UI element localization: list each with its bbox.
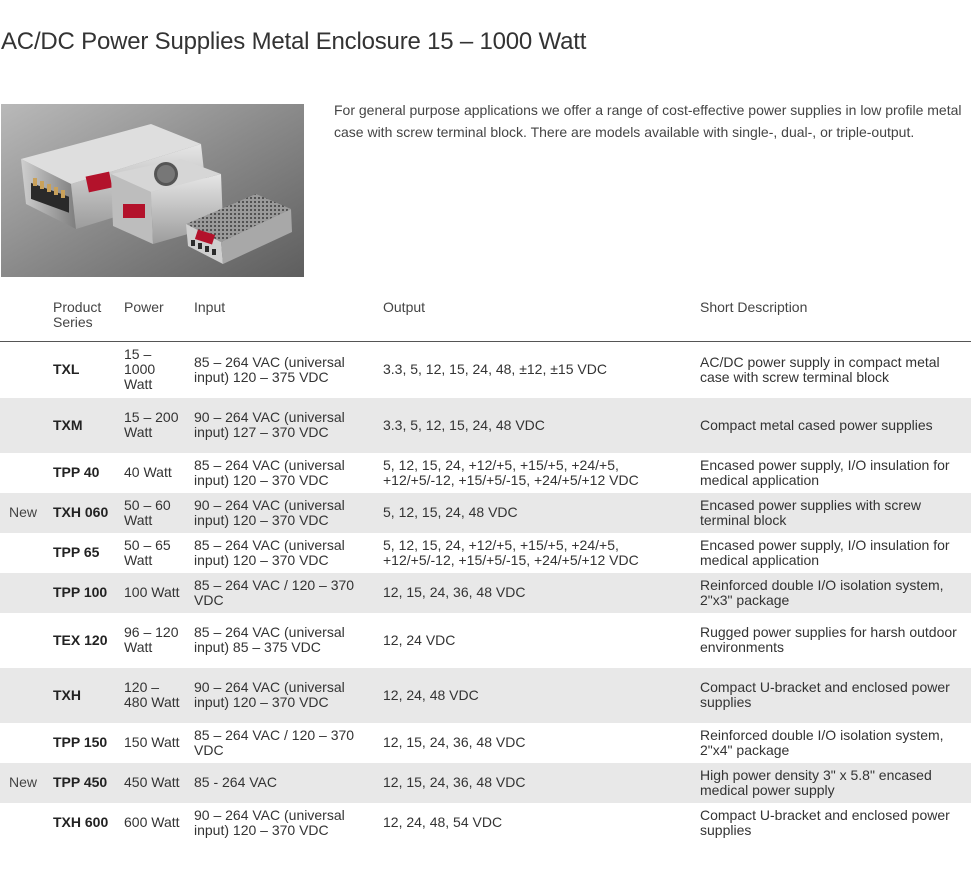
header-flag: [0, 292, 47, 342]
input-cell: 85 – 264 VAC / 120 – 370 VDC: [194, 726, 355, 758]
new-flag: New: [0, 763, 47, 803]
output-cell: 12, 24, 48, 54 VDC: [383, 814, 503, 830]
input-cell: 85 – 264 VAC (universal input) 120 – 375 VDC: [194, 353, 345, 385]
input-cell: 90 – 264 VAC (universal input) 120 – 370 VDC: [188, 493, 377, 533]
power-cell: 40 Watt: [124, 464, 172, 480]
output-cell: 12, 15, 24, 36, 48 VDC: [383, 734, 526, 750]
header-output: Output: [377, 292, 694, 342]
new-flag: New: [0, 493, 47, 533]
power-cell: 120 – 480 Watt: [118, 668, 188, 723]
new-flag: [0, 723, 47, 763]
input-cell: 85 – 264 VAC (universal input) 120 – 370 VDC: [194, 456, 345, 488]
table-row: [0, 342, 971, 398]
table-row: [0, 453, 971, 493]
series-cell: TXH: [47, 668, 118, 723]
product-table: [0, 292, 971, 843]
output-cell: 12, 15, 24, 36, 48 VDC: [377, 763, 694, 803]
description-cell: High power density 3" x 5.8" encased medical power supply: [694, 763, 971, 803]
input-cell: 85 – 264 VAC / 120 – 370 VDC: [188, 573, 377, 613]
header-series: Product Series: [47, 292, 118, 342]
table-header-row: [0, 292, 971, 342]
series-cell: TPP 100: [47, 573, 118, 613]
table-row: [0, 493, 971, 533]
intro-text: For general purpose applications we offer a range of cost-effective power supplies in low profile metal case with screw terminal block. There are models available with single-, dual-, or triple-output.: [334, 102, 962, 140]
new-flag: [0, 398, 47, 453]
output-cell: 12, 24 VDC: [383, 631, 456, 648]
table-row: [0, 398, 971, 453]
table-row: [0, 723, 971, 763]
series-cell: TXL: [53, 361, 80, 378]
series-cell: TPP 40: [53, 464, 100, 480]
description-cell: Compact metal cased power supplies: [694, 398, 971, 453]
power-cell: 15 – 200 Watt: [118, 398, 188, 453]
new-flag: [0, 342, 47, 398]
input-cell: 85 – 264 VAC (universal input) 120 – 370 VDC: [194, 536, 345, 568]
new-flag: [0, 668, 47, 723]
power-cell: 150 Watt: [124, 734, 180, 750]
header-input: Input: [188, 292, 377, 342]
table-row: [0, 573, 971, 613]
series-cell: TPP 150: [53, 734, 108, 750]
description-cell: Rugged power supplies for harsh outdoor environments: [700, 624, 957, 655]
input-cell: 90 – 264 VAC (universal input) 120 – 370 VDC: [188, 668, 377, 723]
description-cell: Encased power supplies with screw terminal block: [694, 493, 971, 533]
series-cell: TXH 600: [53, 814, 109, 830]
power-cell: 600 Watt: [124, 814, 180, 830]
new-flag: [0, 613, 47, 668]
header-power: Power: [118, 292, 188, 342]
page-title: AC/DC Power Supplies Metal Enclosure 15 – 1000 Watt: [1, 28, 587, 55]
series-cell: TPP 65: [53, 544, 100, 560]
output-cell: 5, 12, 15, 24, +12/+5, +15/+5, +24/+5, +12/+5/-12, +15/+5/-15, +24/+5/+12 VDC: [383, 456, 639, 488]
input-cell: 90 – 264 VAC (universal input) 120 – 370 VDC: [194, 806, 345, 838]
description-cell: Encased power supply, I/O insulation for medical application: [700, 456, 950, 488]
input-cell: 85 - 264 VAC: [188, 763, 377, 803]
description-cell: Encased power supply, I/O insulation for medical application: [700, 536, 950, 568]
table-row: [0, 668, 971, 723]
power-cell: 50 – 60 Watt: [118, 493, 188, 533]
new-flag: [0, 573, 47, 613]
power-cell: 96 – 120 Watt: [124, 624, 179, 655]
table-row: [0, 763, 971, 803]
description-cell: Compact U-bracket and enclosed power supplies: [694, 668, 971, 723]
table-row: [0, 533, 971, 573]
input-cell: 90 – 264 VAC (universal input) 127 – 370 VDC: [188, 398, 377, 453]
description-cell: Compact U-bracket and enclosed power supplies: [700, 806, 950, 838]
series-cell: TEX 120: [53, 631, 108, 648]
output-cell: 12, 15, 24, 36, 48 VDC: [377, 573, 694, 613]
power-cell: 450 Watt: [118, 763, 188, 803]
new-flag: [0, 533, 47, 573]
series-cell: TXH 060: [47, 493, 118, 533]
table-row: [0, 613, 971, 668]
table-row: [0, 803, 971, 843]
power-cell: 50 – 65 Watt: [124, 536, 171, 568]
output-cell: 5, 12, 15, 24, 48 VDC: [377, 493, 694, 533]
series-cell: TXM: [47, 398, 118, 453]
header-description: Short Description: [694, 292, 971, 342]
new-flag: [0, 453, 47, 493]
output-cell: 3.3, 5, 12, 15, 24, 48 VDC: [377, 398, 694, 453]
description-cell: AC/DC power supply in compact metal case with screw terminal block: [700, 353, 940, 385]
output-cell: 12, 24, 48 VDC: [377, 668, 694, 723]
power-cell: 15 – 1000 Watt: [124, 346, 156, 393]
output-cell: 3.3, 5, 12, 15, 24, 48, ±12, ±15 VDC: [383, 361, 607, 378]
input-cell: 85 – 264 VAC (universal input) 85 – 375 VDC: [194, 624, 345, 655]
power-supplies-photo: [1, 104, 304, 277]
series-cell: TPP 450: [47, 763, 118, 803]
description-cell: Reinforced double I/O isolation system, 2"x3" package: [694, 573, 971, 613]
product-image: [1, 104, 304, 277]
power-cell: 100 Watt: [118, 573, 188, 613]
new-flag: [0, 803, 47, 843]
output-cell: 5, 12, 15, 24, +12/+5, +15/+5, +24/+5, +12/+5/-12, +15/+5/-15, +24/+5/+12 VDC: [383, 536, 639, 568]
description-cell: Reinforced double I/O isolation system, 2"x4" package: [700, 726, 944, 758]
